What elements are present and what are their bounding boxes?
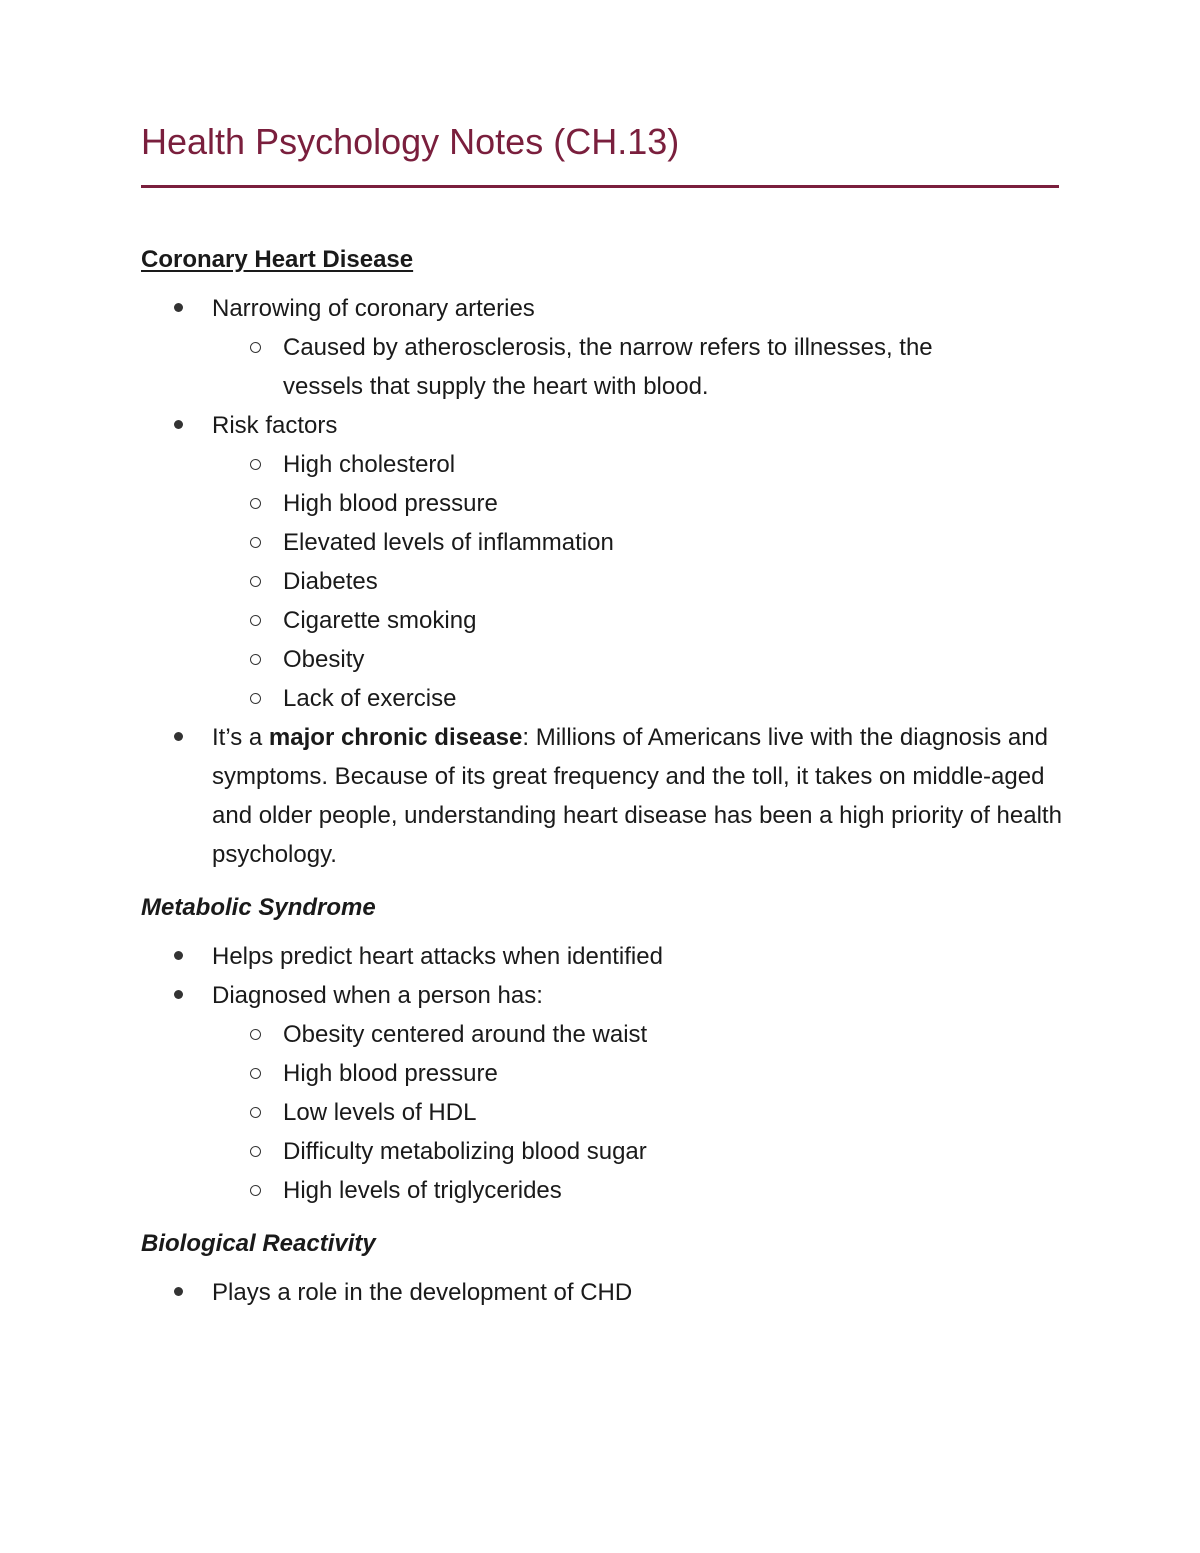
bullet-circle-icon (250, 693, 261, 704)
sub-list-item-text: Obesity (283, 646, 365, 673)
sub-list-item (212, 328, 1059, 406)
bullet-circle-icon (250, 498, 261, 509)
sub-list-item-text: Lack of exercise (283, 685, 457, 712)
list-item-text: Diagnosed when a person has: (212, 982, 543, 1009)
list-item (141, 937, 1059, 976)
bullet-circle-icon (250, 615, 261, 626)
page-title: Health Psychology Notes (CH.13) (141, 121, 680, 162)
sub-list-item-text: Difficulty metabolizing blood sugar (283, 1138, 647, 1165)
list-item-rest: : Millions of Americans live with the diagnosis and symptoms. Because of its great frequency and the toll, it takes on middle-aged and older people, understanding heart disease has been a high priority of health psychology. (212, 724, 1062, 868)
bullet-list (141, 289, 1062, 874)
emphasis-text: major chronic disease (268, 724, 523, 751)
sub-list-item (212, 1171, 1059, 1210)
title-underline-rule (141, 185, 1059, 188)
list-item (141, 718, 1062, 874)
bullet-circle-icon (250, 1107, 261, 1118)
bullet-list (141, 937, 1059, 1210)
bullet-dot-icon (174, 420, 183, 429)
sub-list-item-text: High cholesterol (283, 451, 456, 478)
bullet-circle-icon (250, 537, 261, 548)
bullet-dot-icon (174, 990, 183, 999)
sub-list-item (212, 640, 1059, 679)
bullet-circle-icon (250, 654, 261, 665)
sub-list-item (212, 445, 1059, 484)
sub-list-item-text: Elevated levels of inflammation (283, 529, 614, 556)
sub-bullet-list (212, 1015, 1059, 1210)
sub-list-item-text: Diabetes (283, 568, 378, 595)
bullet-circle-icon (250, 1068, 261, 1079)
sub-bullet-list (212, 328, 1059, 406)
bullet-list (141, 1273, 1059, 1312)
list-item-text: Narrowing of coronary arteries (212, 295, 535, 322)
bullet-dot-icon (174, 1287, 183, 1296)
sub-bullet-list (212, 445, 1059, 718)
section-heading-coronary-heart-disease: Coronary Heart Disease (141, 246, 414, 273)
sub-list-item (212, 1015, 1059, 1054)
list-item-text: Risk factors (212, 412, 338, 439)
sub-list-item-text: Cigarette smoking (283, 607, 477, 634)
bullet-circle-icon (250, 459, 261, 470)
list-item (141, 289, 1059, 406)
sub-list-item-text: High blood pressure (283, 1060, 498, 1087)
list-item (141, 976, 1059, 1210)
list-item (141, 406, 1059, 718)
list-item-text: Plays a role in the development of CHD (212, 1279, 633, 1306)
list-item-text: Helps predict heart attacks when identified (212, 943, 663, 970)
sub-list-item (212, 1132, 1059, 1171)
section-heading-biological-reactivity: Biological Reactivity (141, 1230, 376, 1257)
document-body (141, 238, 1062, 1324)
sub-list-item (212, 484, 1059, 523)
section-heading-metabolic-syndrome: Metabolic Syndrome (141, 894, 376, 921)
list-item-prefix: It’s a (212, 724, 269, 751)
sub-list-item-text: High blood pressure (283, 490, 498, 517)
sub-list-item (212, 1093, 1059, 1132)
sub-list-item-text: Obesity centered around the waist (283, 1021, 648, 1048)
sub-list-item-text: High levels of triglycerides (283, 1177, 562, 1204)
bullet-dot-icon (174, 303, 183, 312)
sub-list-item (212, 679, 1059, 718)
sub-list-item-text: Low levels of HDL (283, 1099, 477, 1126)
bullet-circle-icon (250, 342, 261, 353)
bullet-circle-icon (250, 576, 261, 587)
bullet-circle-icon (250, 1029, 261, 1040)
sub-list-item (212, 523, 1059, 562)
list-item (141, 1273, 1059, 1312)
sub-list-item-text: Caused by atherosclerosis, the narrow refers to illnesses, the vessels that supply the heart with blood. (283, 334, 933, 400)
bullet-circle-icon (250, 1185, 261, 1196)
bullet-dot-icon (174, 732, 183, 741)
sub-list-item (212, 562, 1059, 601)
sub-list-item (212, 601, 1059, 640)
sub-list-item (212, 1054, 1059, 1093)
list-item-text (212, 718, 1062, 874)
bullet-circle-icon (250, 1146, 261, 1157)
bullet-dot-icon (174, 951, 183, 960)
